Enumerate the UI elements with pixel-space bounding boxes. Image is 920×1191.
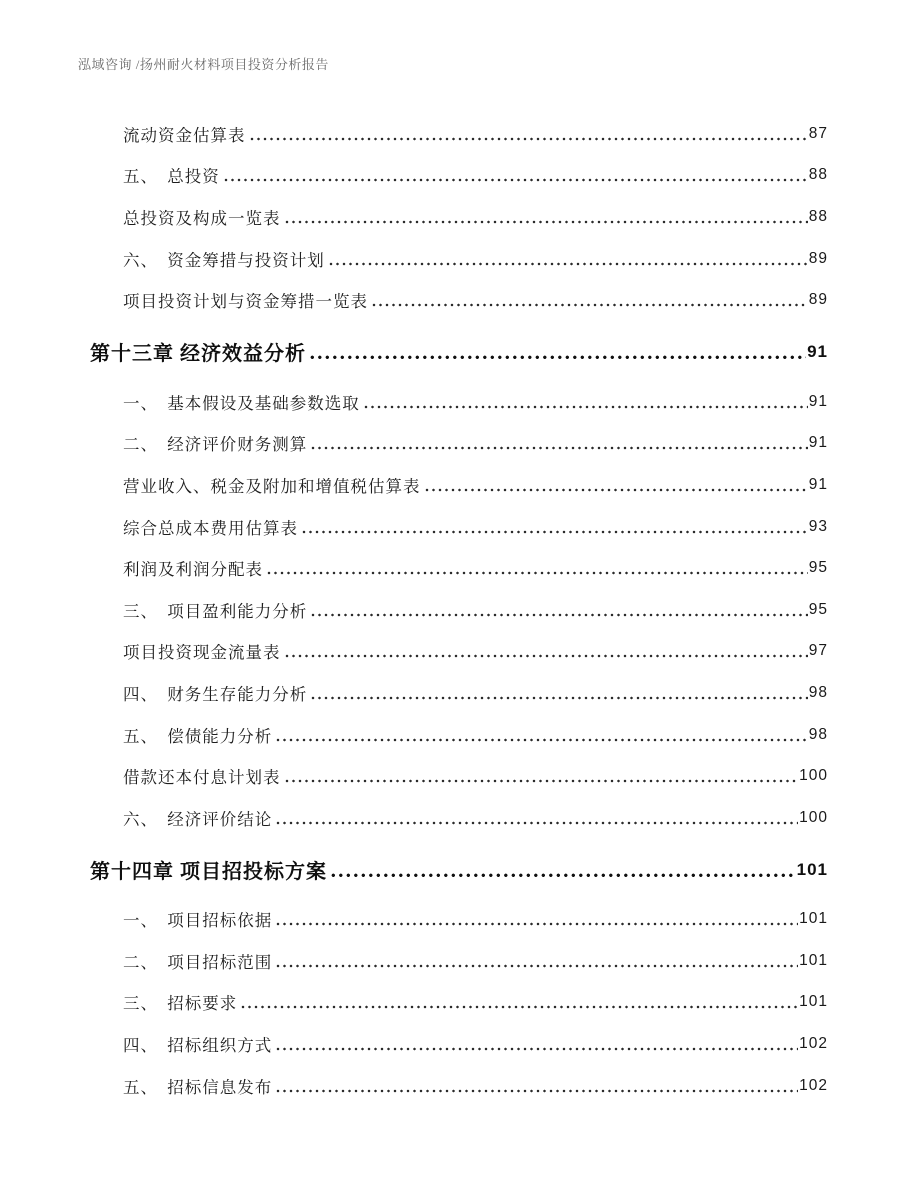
toc-entry[interactable]: [90, 899, 828, 941]
dot-leader: [276, 964, 798, 968]
toc-entry-title: 流动资金估算表: [123, 125, 246, 145]
toc-entry[interactable]: [90, 547, 828, 589]
toc-entry-page-number: 101: [799, 910, 828, 928]
toc-entry[interactable]: [90, 196, 828, 238]
toc-entry-page-number: 97: [808, 642, 828, 660]
toc-entry-title: 第十四章 项目招投标方案: [90, 861, 327, 883]
toc-entry-page-number: 88: [808, 166, 828, 184]
toc-entry[interactable]: [90, 672, 828, 714]
toc-entry-page-number: 91: [808, 434, 828, 452]
toc-entry-page-number: 102: [799, 1076, 828, 1094]
dot-leader: [311, 446, 808, 450]
toc-entry-title: 五、 招标信息发布: [123, 1077, 273, 1097]
dot-leader: [276, 922, 798, 926]
toc-entry[interactable]: [90, 982, 828, 1024]
dot-leader: [329, 262, 808, 266]
dot-leader: [267, 571, 808, 575]
toc-entry-title: 三、 招标要求: [123, 994, 238, 1014]
toc-entry[interactable]: [90, 714, 828, 756]
toc-entry-page-number: 101: [796, 859, 828, 879]
dot-leader: [224, 178, 808, 182]
toc-entry-page-number: 91: [808, 475, 828, 493]
dot-leader: [425, 488, 808, 492]
dot-leader: [285, 654, 808, 658]
toc-entry-title: 二、 经济评价财务测算: [123, 435, 308, 455]
dot-leader: [364, 405, 808, 409]
toc-entry-title: 三、 项目盈利能力分析: [123, 601, 308, 621]
dot-leader: [311, 696, 808, 700]
dot-leader: [276, 738, 808, 742]
toc-entry[interactable]: [90, 423, 828, 465]
toc-entry-title: 五、 偿债能力分析: [123, 726, 273, 746]
toc-entry-page-number: 95: [808, 600, 828, 618]
toc-entry[interactable]: [90, 631, 828, 673]
toc-entry[interactable]: [90, 797, 828, 839]
toc-entry[interactable]: [90, 464, 828, 506]
toc-entry-title: 四、 招标组织方式: [123, 1036, 273, 1056]
toc-entry-page-number: 101: [799, 951, 828, 969]
toc-entry-page-number: 100: [799, 808, 828, 826]
toc-entry-page-number: 95: [808, 559, 828, 577]
toc-entry-page-number: 91: [808, 392, 828, 410]
dot-leader: [276, 1047, 798, 1051]
toc-entry-page-number: 98: [808, 725, 828, 743]
toc-entry-title: 一、 基本假设及基础参数选取: [123, 393, 360, 413]
toc-entry-title: 五、 总投资: [123, 167, 220, 187]
dot-leader: [276, 1089, 798, 1093]
toc-chapter-entry[interactable]: [90, 327, 828, 377]
dot-leader: [241, 1005, 798, 1009]
toc-entry-title: 营业收入、税金及附加和增值税估算表: [123, 476, 421, 496]
toc-entry-title: 借款还本付息计划表: [123, 768, 281, 788]
toc-entry[interactable]: [90, 113, 828, 155]
toc-entry-page-number: 98: [808, 683, 828, 701]
toc-entry[interactable]: [90, 589, 828, 631]
dot-leader: [331, 873, 796, 878]
toc-entry-title: 综合总成本费用估算表: [123, 518, 298, 538]
toc-entry[interactable]: [90, 279, 828, 321]
dot-leader: [311, 613, 808, 617]
toc-entry-page-number: 100: [799, 767, 828, 785]
table-of-contents: [90, 113, 828, 1106]
dot-leader: [285, 779, 799, 783]
dot-leader: [276, 821, 798, 825]
dot-leader: [302, 530, 808, 534]
toc-entry-title: 一、 项目招标依据: [123, 911, 273, 931]
toc-entry[interactable]: [90, 940, 828, 982]
toc-entry-page-number: 88: [808, 207, 828, 225]
toc-entry[interactable]: [90, 381, 828, 423]
toc-entry-page-number: 89: [808, 291, 828, 309]
toc-entry-title: 第十三章 经济效益分析: [90, 343, 306, 366]
toc-entry[interactable]: [90, 755, 828, 797]
toc-chapter-entry[interactable]: [90, 845, 828, 895]
toc-entry-title: 项目投资计划与资金筹措一览表: [123, 292, 368, 312]
toc-entry-page-number: 91: [807, 341, 828, 361]
toc-entry-title: 二、 项目招标范围: [123, 952, 273, 972]
dot-leader: [310, 355, 806, 360]
toc-entry-title: 六、 经济评价结论: [123, 809, 273, 829]
toc-entry[interactable]: [90, 1065, 828, 1107]
toc-entry-page-number: 102: [799, 1035, 828, 1053]
dot-leader: [372, 303, 808, 307]
toc-entry[interactable]: [90, 238, 828, 280]
toc-entry-page-number: 87: [808, 124, 828, 142]
toc-entry[interactable]: [90, 1023, 828, 1065]
dot-leader: [250, 137, 808, 141]
toc-entry-title: 利润及利润分配表: [123, 560, 263, 580]
toc-entry-title: 四、 财务生存能力分析: [123, 684, 308, 704]
toc-entry-title: 总投资及构成一览表: [123, 208, 281, 228]
toc-entry[interactable]: [90, 506, 828, 548]
dot-leader: [285, 220, 808, 224]
toc-entry-title: 项目投资现金流量表: [123, 643, 281, 663]
toc-entry-page-number: 101: [799, 993, 828, 1011]
toc-entry-page-number: 93: [808, 517, 828, 535]
toc-entry[interactable]: [90, 155, 828, 197]
toc-entry-title: 六、 资金筹措与投资计划: [123, 250, 325, 270]
toc-entry-page-number: 89: [808, 249, 828, 267]
document-header: 泓域咨询 /扬州耐火材料项目投资分析报告: [78, 57, 329, 72]
